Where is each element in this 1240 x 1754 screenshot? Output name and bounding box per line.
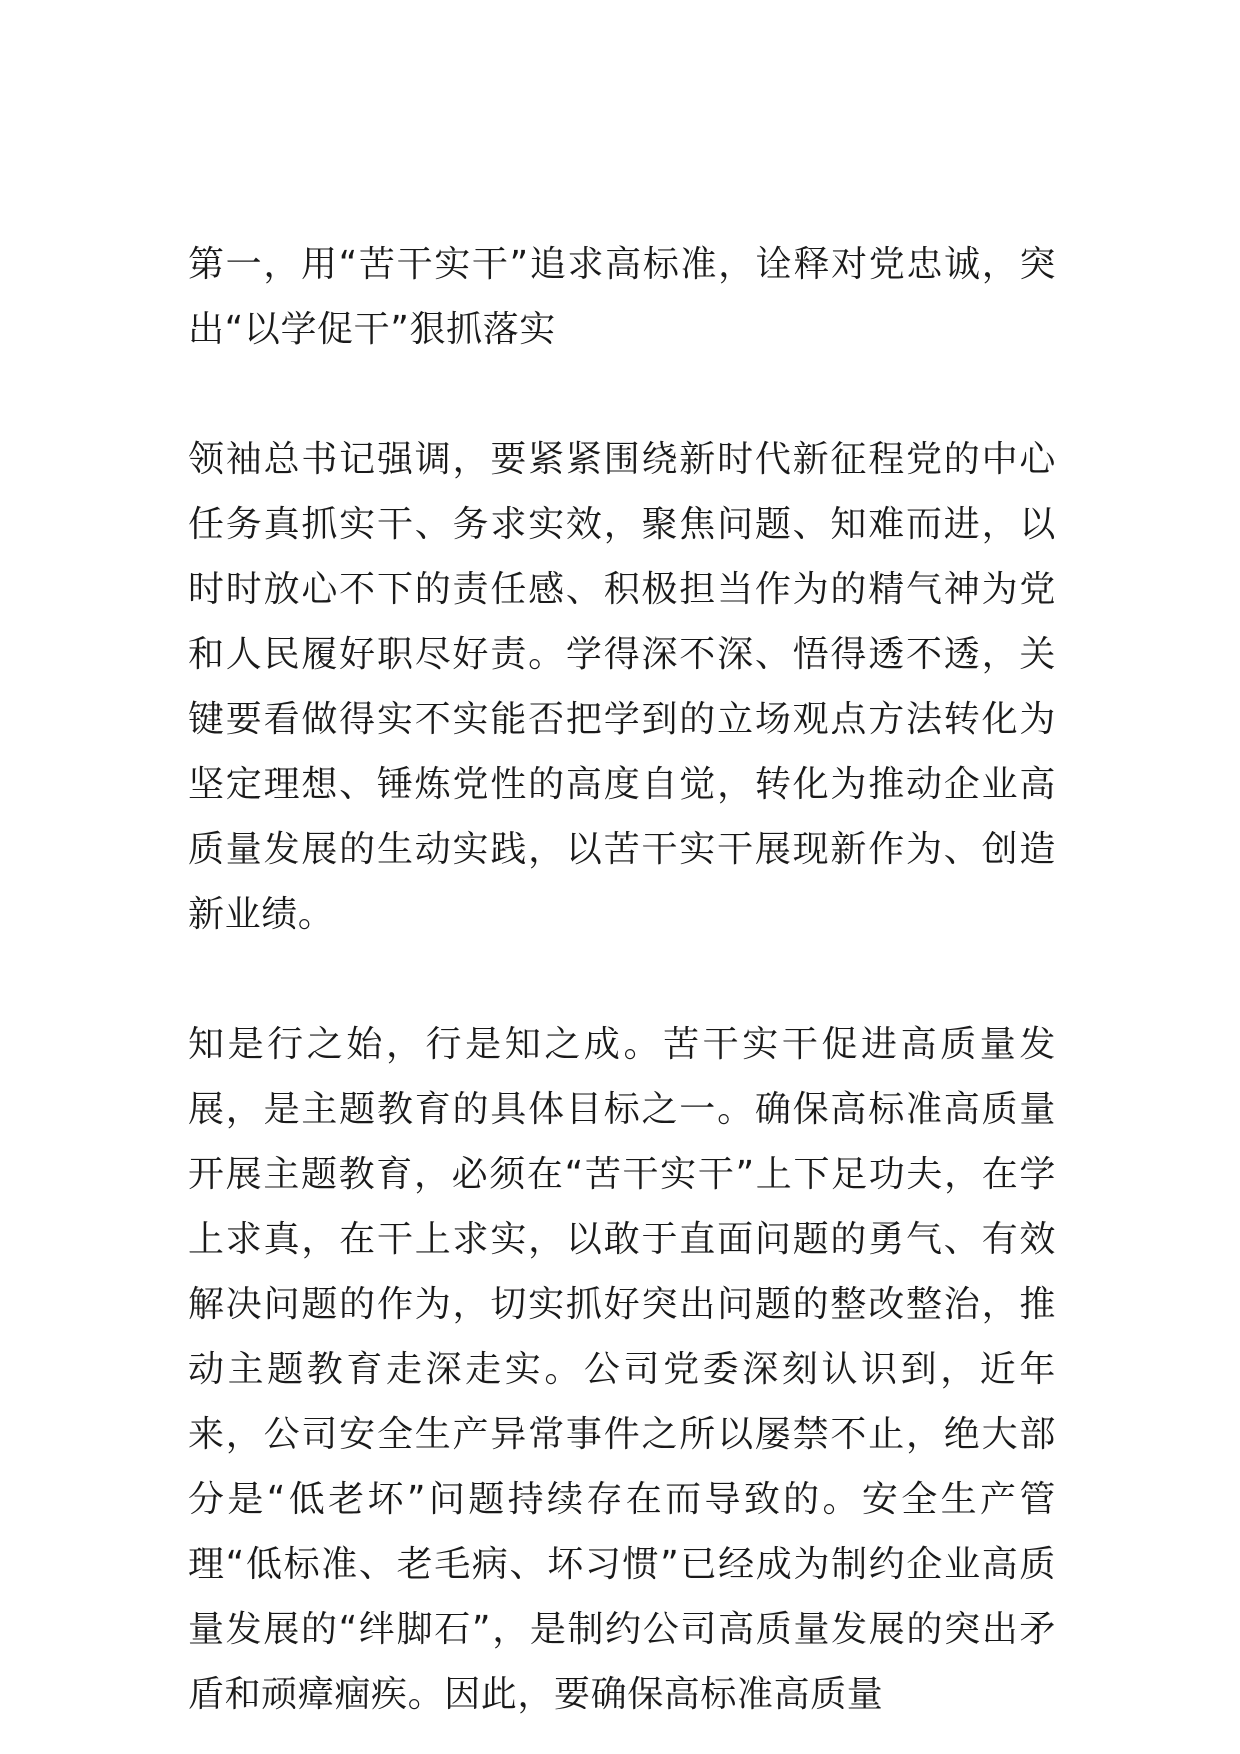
paragraph-2: 知是行之始，行是知之成。苦干实干促进高质量发展，是主题教育的具体目标之一。确保高标准高质量开展主题教育，必须在“苦干实干”上下足功夫，在学上求真，在干上求实，以敢于直面问题的勇气、有效解决问题的作为，切实抓好突出问题的整改整治，推动主题教育走深走实。公司党委深刻认识到，近年来，公司安全生产异常事件之所以屡禁不止，绝大部分是“低老坏”问题持续存在而导致的。安全生产管理“低标准、老毛病、坏习惯”已经成为制约企业高质量发展的“绊脚石”，是制约公司高质量发展的突出矛盾和顽瘴痼疾。因此，要确保高标准高质量	[188, 1024, 1056, 1715]
section-heading: 第一，用“苦干实干”追求高标准，诠释对党忠诚，突出“以学促干”狠抓落实	[188, 244, 1056, 350]
paragraph-1: 领袖总书记强调，要紧紧围绕新时代新征程党的中心任务真抓实干、务求实效，聚焦问题、知难而进，以时时放心不下的责任感、积极担当作为的精气神为党和人民履好职尽好责。学得深不深、悟得透不透，关键要看做得实不实能否把学到的立场观点方法转化为坚定理想、锤炼党性的高度自觉，转化为推动企业高质量发展的生动实践，以苦干实干展现新作为、创造新业绩。	[188, 439, 1056, 935]
document-body	[188, 232, 1056, 1727]
